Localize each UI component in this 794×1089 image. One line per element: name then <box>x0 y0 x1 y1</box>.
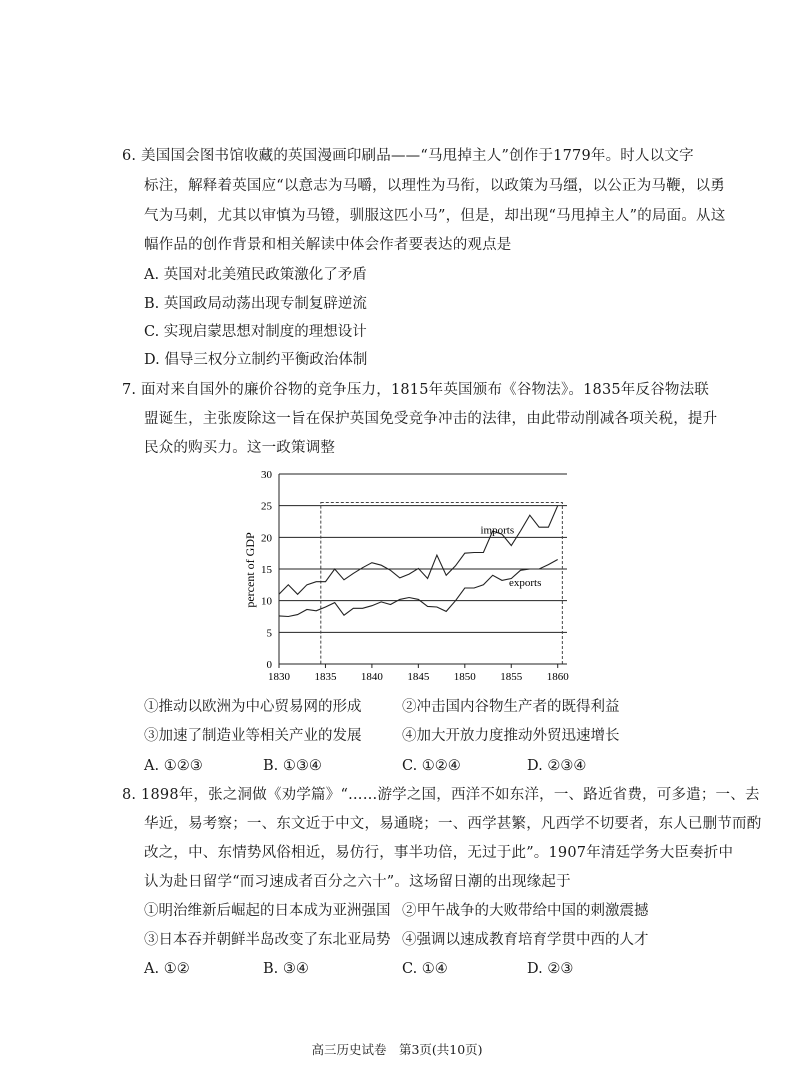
q8-statement-1: ①明治维新后崛起的日本成为亚洲强国 <box>144 903 391 919</box>
x-tick-label-1835: 1835 <box>314 671 337 683</box>
trade-chart <box>0 460 794 700</box>
x-tick-label-1840: 1840 <box>360 671 383 683</box>
q8-stem-line-2: 华近，易考察；一、东文近于中文，易通晓；一、西学甚繁，凡西学不切要者，东人已删节而酌 <box>144 816 762 832</box>
q8-statement-4: ④强调以速成教育培育学贯中西的人才 <box>402 932 649 948</box>
x-tick-label-1860: 1860 <box>546 671 569 683</box>
x-tick-label-1830: 1830 <box>268 671 290 683</box>
q8-stem-line-3: 改之，中、东情势风俗相近，易仿行，事半功倍，无过于此”。1907年清廷学务大臣奏折中 <box>144 845 734 861</box>
q6-stem-line-2: 标注，解释着英国应“以意志为马嚼，以理性为马衔，以政策为马缰，以公正为马鞭，以勇 <box>144 178 725 194</box>
y-tick-label-15: 15 <box>261 564 272 576</box>
y-axis-label: percent of GDP <box>243 532 257 608</box>
q8-choice-b: B. ③④ <box>263 961 309 977</box>
q8-choice-a: A. ①② <box>144 961 190 977</box>
y-tick-label-20: 20 <box>261 532 272 545</box>
q6-stem-line-4: 幅作品的创作背景和相关解读中体会作者要表达的观点是 <box>144 237 512 253</box>
q6-option-d: D. 倡导三权分立制约平衡政治体制 <box>144 352 368 368</box>
y-tick-label-0: 0 <box>266 659 272 671</box>
q8-choice-c: C. ①④ <box>402 961 448 977</box>
page-footer: 高三历史试卷 第3页(共10页) <box>311 1042 483 1057</box>
x-tick-label-1855: 1855 <box>500 671 523 683</box>
x-tick-label-1845: 1845 <box>407 671 430 683</box>
q7-choice-b: B. ①③④ <box>263 758 322 774</box>
q8-stem-line-4: 认为赴日留学“而习速成者百分之六十”。这场留日潮的出现缘起于 <box>144 874 571 890</box>
q6-option-c: C. 实现启蒙思想对制度的理想设计 <box>144 324 367 340</box>
y-tick-label-5: 5 <box>266 627 272 640</box>
q7-statement-1: ①推动以欧洲为中心贸易网的形成 <box>144 699 362 715</box>
y-tick-label-10: 10 <box>261 595 272 608</box>
x-tick-label-1850: 1850 <box>453 671 476 683</box>
q8-choice-d: D. ②③ <box>527 961 574 977</box>
q8-statement-3: ③日本吞并朝鲜半岛改变了东北亚局势 <box>144 932 391 948</box>
q7-stem-line-3: 民众的购买力。这一政策调整 <box>144 440 336 456</box>
q8-statement-2: ②甲午战争的大败带给中国的刺激震撼 <box>402 903 649 919</box>
q7-statement-4: ④加大开放力度推动外贸迅速增长 <box>402 728 620 744</box>
q7-stem-line-1: 7. 面对来自国外的廉价谷物的竞争压力，1815年英国颁布《谷物法》。1835年反谷物法联 <box>122 382 709 398</box>
imports-label: imports <box>480 524 515 537</box>
q7-stem-line-2: 盟诞生，主张废除这一旨在保护英国免受竞争冲击的法律，由此带动削减各项关税，提升 <box>144 411 718 427</box>
q7-statement-3: ③加速了制造业等相关产业的发展 <box>144 728 362 744</box>
y-tick-label-25: 25 <box>261 500 272 513</box>
q7-statement-2: ②冲击国内谷物生产者的既得利益 <box>402 699 620 715</box>
exports-label: exports <box>508 577 542 590</box>
q6-option-a: A. 英国对北美殖民政策激化了矛盾 <box>144 267 367 283</box>
q6-stem-line-1: 6. 美国国会图书馆收藏的英国漫画印刷品——“马甩掉主人”创作于1779年。时人以文字 <box>122 148 694 164</box>
q7-choice-d: D. ②③④ <box>527 758 587 774</box>
q8-stem-line-1: 8. 1898年，张之洞做《劝学篇》“……游学之国，西洋不如东洋，一、路近省费，可多遣；一、去 <box>122 787 760 803</box>
y-tick-label-30: 30 <box>261 469 272 481</box>
q6-stem-line-3: 气为马刺，尤其以审慎为马镫，驯服这匹小马”，但是，却出现“马甩掉主人”的局面。从这 <box>144 208 726 224</box>
q7-choice-a: A. ①②③ <box>144 758 203 774</box>
q6-option-b: B. 英国政局动荡出现专制复辟逆流 <box>144 296 367 312</box>
q7-choice-c: C. ①②④ <box>402 758 461 774</box>
